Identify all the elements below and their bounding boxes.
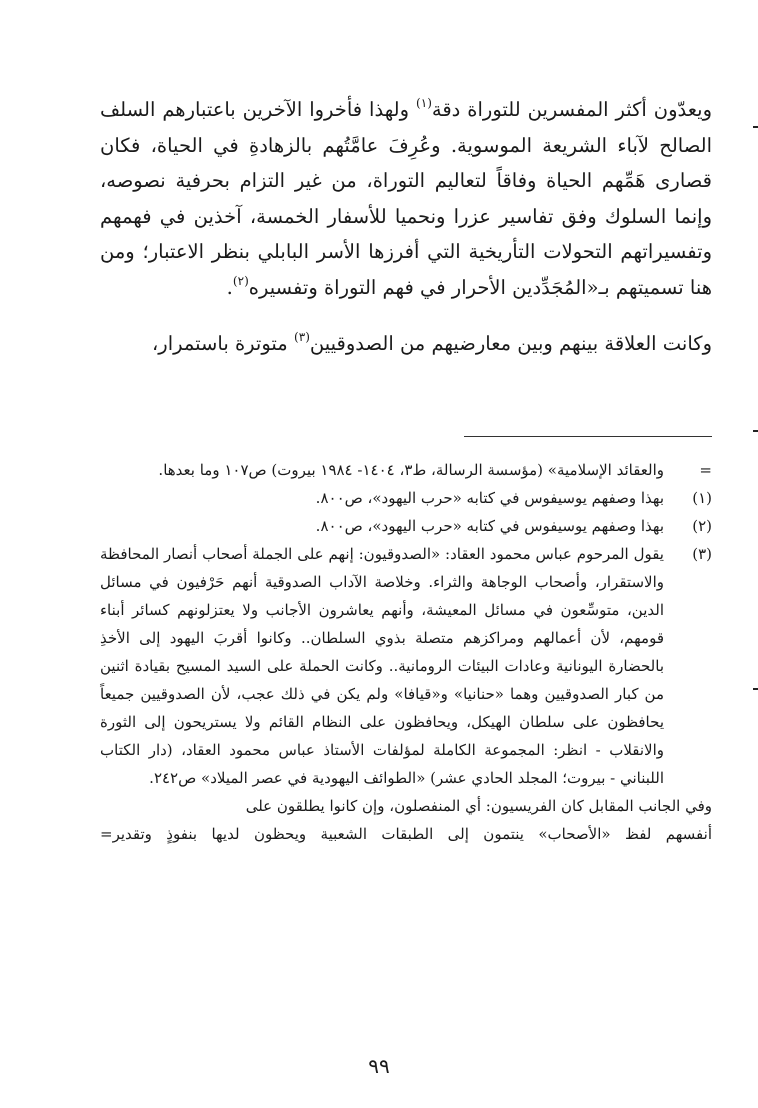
- footnote-text: بهذا وصفهم يوسيفوس في كتابه «حرب اليهود»، ص٨٠٠.: [315, 489, 664, 507]
- main-paragraph-2: وكانت العلاقة بينهم وبين معارضيهم من الصدوقيين$^{(٣)}$ متوترة باستمرار،: [152, 329, 712, 355]
- footnotes-block: [100, 456, 712, 848]
- footnote-trailing-line-1: وفي الجانب المقابل كان الفريسيون: أي المنفصلون، وإن كانوا يطلقون على: [245, 797, 712, 815]
- footnote-text: بهذا وصفهم يوسيفوس في كتابه «حرب اليهود»، ص٨٠٠.: [315, 517, 664, 535]
- main-text-block: [100, 92, 712, 361]
- footnote-number: (٣): [692, 545, 712, 563]
- footnote-reference: (٣): [293, 329, 310, 344]
- footnote-reference: (١): [415, 96, 432, 111]
- page-number: ٩٩: [368, 1054, 390, 1078]
- footnote-1: [100, 484, 712, 512]
- footnote-separator: [464, 436, 712, 437]
- scan-edge-mark: [753, 126, 758, 128]
- footnote-2: [100, 512, 712, 540]
- footnote-reference: (٢): [232, 274, 249, 289]
- footnote-trailing-line-2: أنفسهم لفظ «الأصحاب» ينتمون إلى الطبقات الشعبية ويحظون لديها بنفوذٍ وتقدير=: [100, 825, 712, 843]
- footnote-continuation: [100, 456, 712, 484]
- scan-edge-mark: [753, 430, 758, 432]
- continuation-marker: =: [699, 461, 712, 479]
- continuation-text: والعقائد الإسلامية» (مؤسسة الرسالة، ط٣، ١٤٠٤- ١٩٨٤ بيروت) ص١٠٧ وما بعدها.: [158, 461, 664, 479]
- footnote-text: يقول المرحوم عباس محمود العقاد: «الصدوقيون: إنهم على الجملة أصحاب أنصار المحافظة والاستقرار، وأصحاب الوجاهة والثراء. وخلاصة الآداب الصدوقية أنهم حَرْفيون في مسائل الدين، متوسِّعون في مسائل المعيشة، وأنهم يعاشرون الأجانب ولا يعتزلونهم كسائر أبناء قومهم، لأن أعمالهم ومراكزهم متصلة بذوي السلطان.. وكانوا أقربَ اليهود إلى الأخذِ بالحضارة اليونانية وعادات البيئات الرومانية.. وكانت الحملة على السيد المسيح بقيادة اثنين من كبار الصدوقيين وهما «حنانيا» و«قيافا» ولم يكن في ذلك عجب، لأن الصدوقيين جميعاً يحافظون على سلطان الهيكل، ويحافظون على النظام القائم ولا يستريحون إلى الثورة والانقلاب - انظر: المجموعة الكاملة لمؤلفات الأستاذ عباس محمود العقاد، (دار الكتاب اللبناني - بيروت؛ المجلد الحادي عشر) «الطوائف اليهودية في عصر الميلاد» ص٢٤٢.: [100, 545, 664, 787]
- main-paragraph-1: ويعدّون أكثر المفسرين للتوراة دقة$^{(١)}$ ولهذا فأخروا الآخرين باعتبارهم السلف الصالح لآباء الشريعة الموسوية. وعُرِفَ عامَّتُهم بالزهادةِ في الحياة، فكان قصارى هَمِّهم الحياة وفاقاً لتعاليم التوراة، من غير التزام بحرفية نصوصه، وإنما السلوك وفق تفاسير عزرا ونحميا للأسفار الخمسة، آخذين في فهمهم وتفسيراتهم التحولات التأريخية التي أفرزها الأسر البابلي بنظر الاعتبار؛ ومن هنا تسميتهم بـ«المُجَدِّدين الأحرار في فهم التوراة وتفسيره$^{(٢)}$.: [100, 96, 712, 299]
- footnote-3: [100, 540, 712, 792]
- footnote-number: (٢): [692, 517, 712, 535]
- scan-edge-mark: [753, 688, 758, 690]
- footnote-number: (١): [692, 489, 712, 507]
